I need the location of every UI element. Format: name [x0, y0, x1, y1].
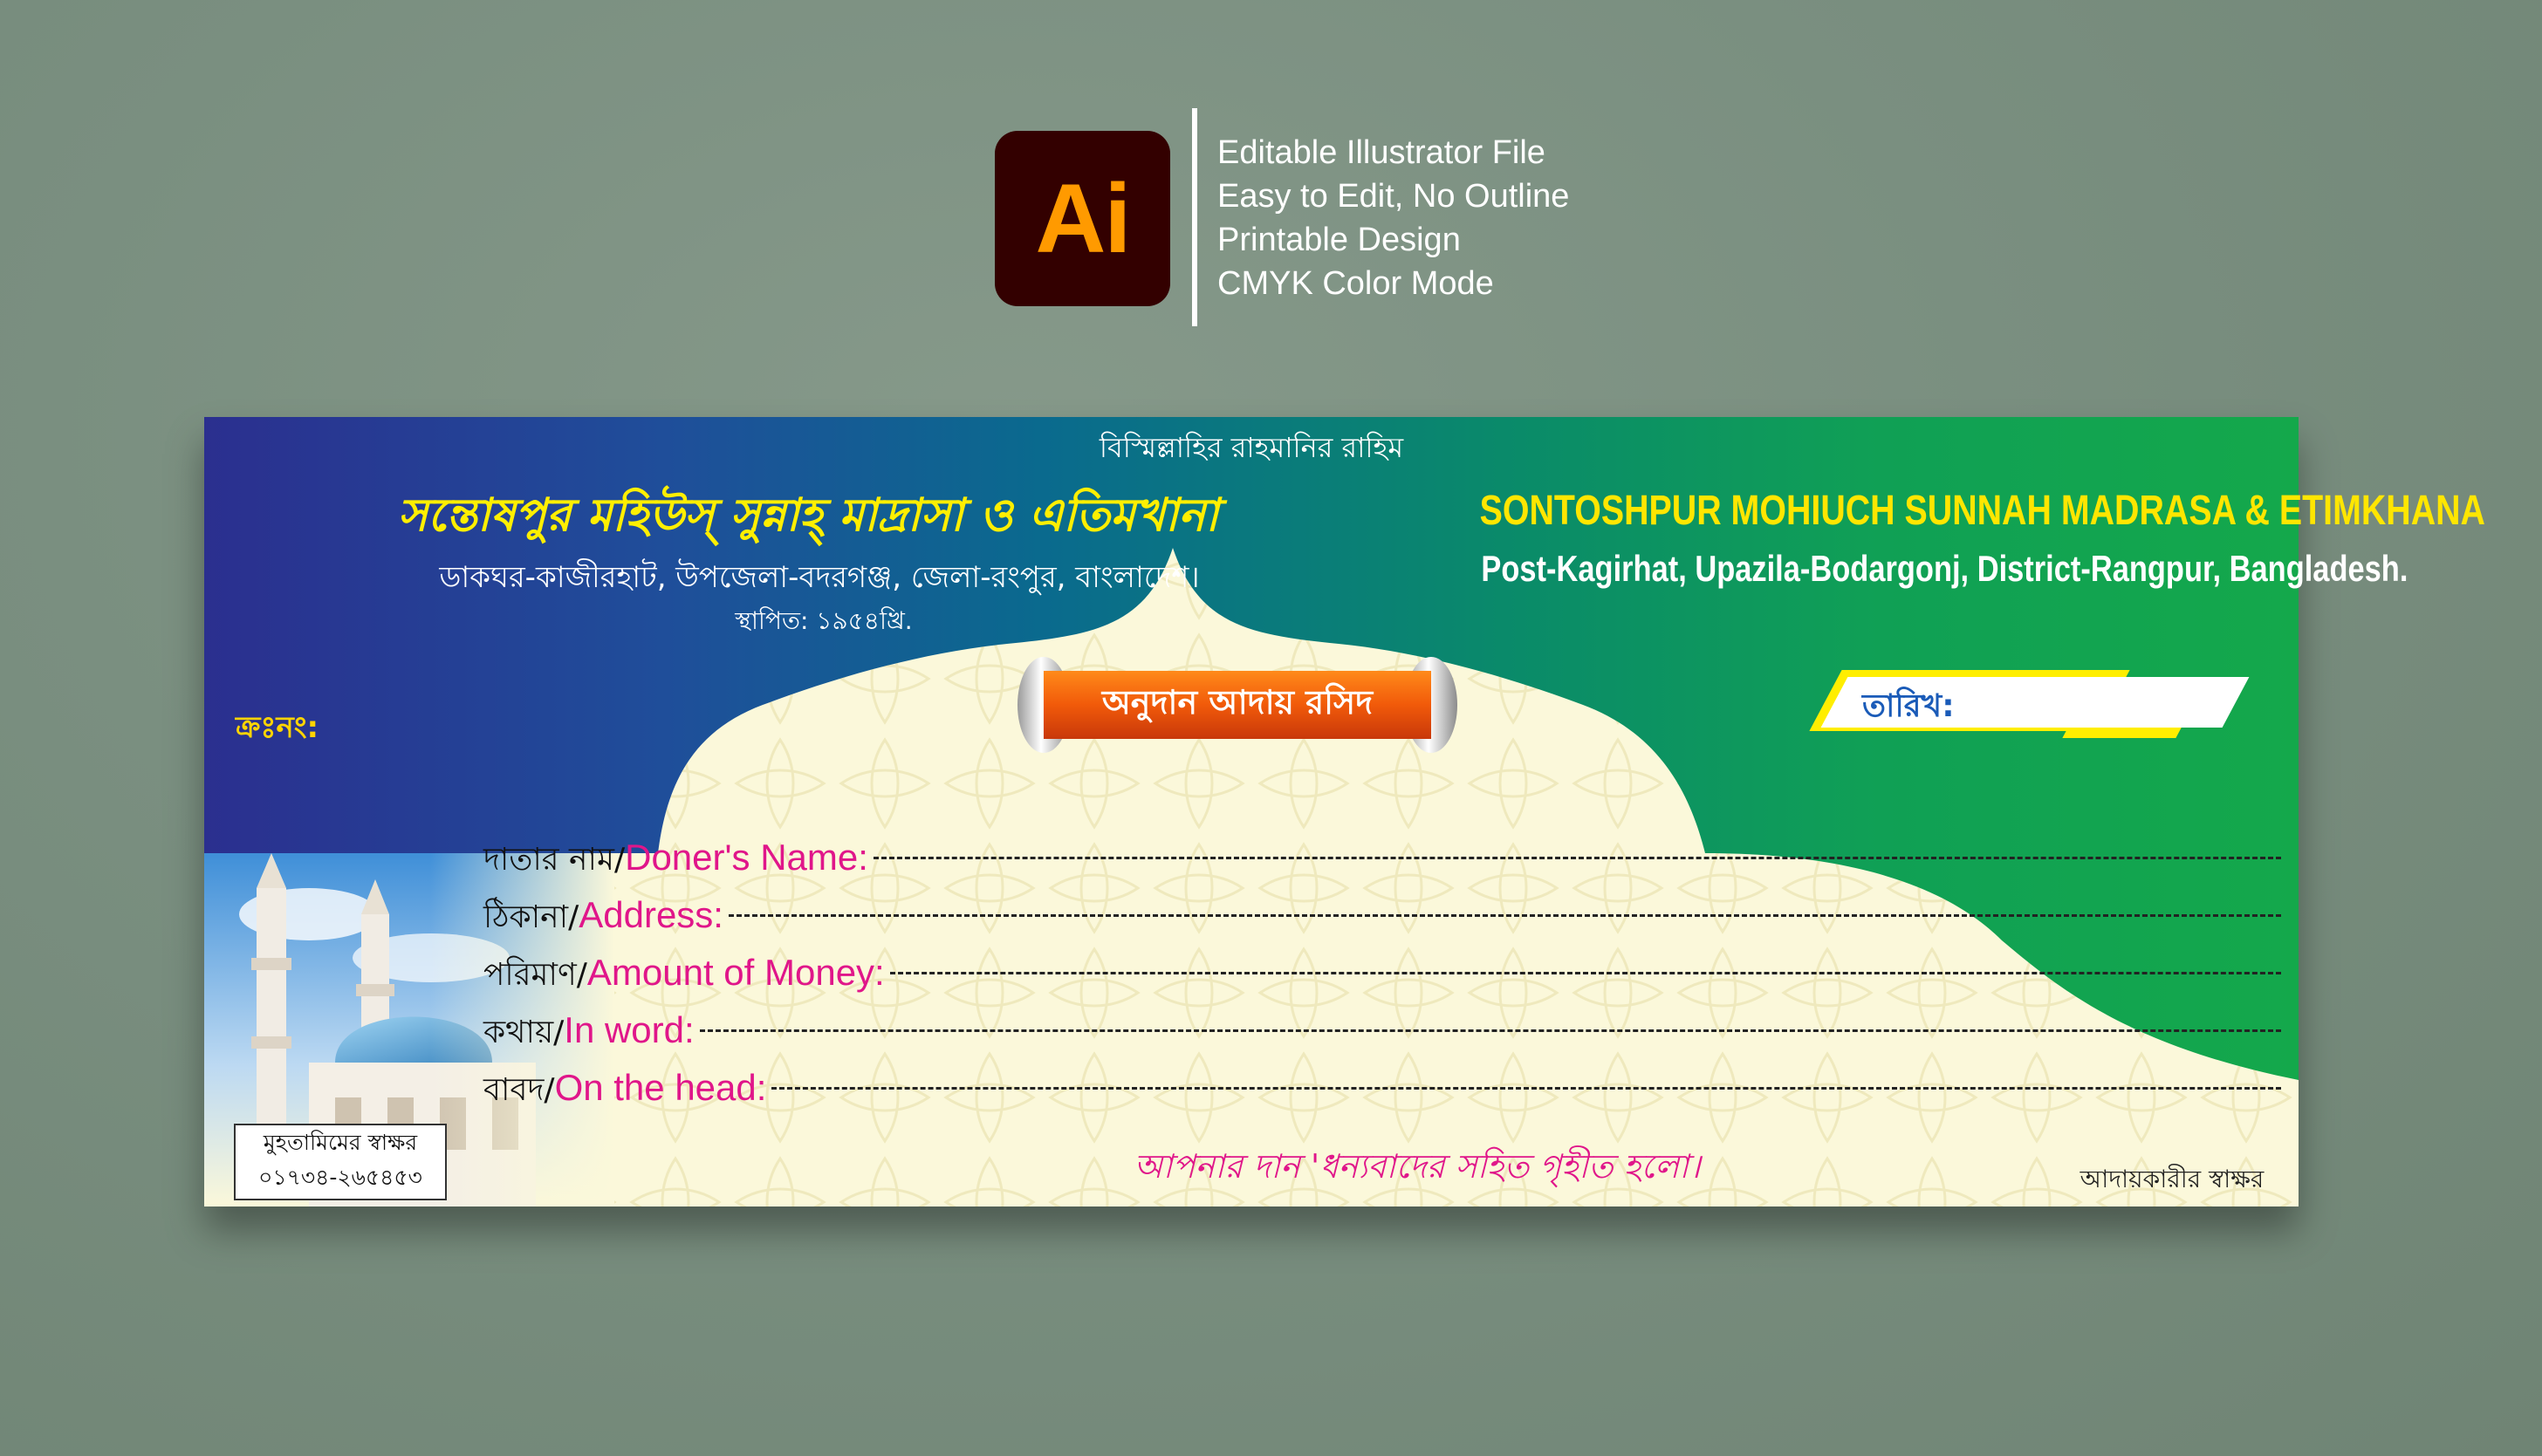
feature-item: Easy to Edit, No Outline — [1217, 178, 1570, 215]
institution-title-en: SONTOSHPUR MOHIUCH SUNNAH MADRASA & ETIMKHANA — [1479, 488, 2485, 534]
institution-address-bn: ডাকঘর-কাজীরহাট, উপজেলা-বদরগঞ্জ, জেলা-রংপুর, বাংলাদেশ। — [439, 560, 1200, 595]
established-text: স্থাপিত: ১৯৫৪খ্রি. — [735, 606, 913, 635]
date-label: তারিখ: — [1862, 688, 1955, 724]
field-label-bn: পরিমাণ/ — [483, 957, 587, 993]
field-label-bn: বাবদ/ — [483, 1072, 555, 1108]
field-label-bn: কথায়/ — [483, 1015, 565, 1050]
header-divider — [1192, 108, 1197, 326]
ribbon-band — [1044, 671, 1431, 739]
feature-item: Printable Design — [1217, 222, 1461, 258]
field-dotted-line — [700, 1029, 2281, 1032]
institution-address-en: Post-Kagirhat, Upazila-Bodargonj, District-Rangpur, Bangladesh. — [1481, 548, 2408, 589]
field-dotted-line — [890, 972, 2281, 974]
feature-item: Editable Illustrator File — [1217, 134, 1545, 171]
illustrator-logo — [995, 131, 1170, 306]
feature-list — [1217, 131, 1569, 305]
field-dotted-line — [729, 914, 2281, 917]
date-field — [1810, 670, 2246, 736]
receipt-fields — [483, 836, 2281, 1124]
institution-title-bn: সন্তোষপুর মহিউস্ সুন্নাহ্ মাদ্রাসা ও এতিমখানা — [397, 489, 1219, 542]
field-label-en: Doner's Name: — [625, 837, 868, 878]
field-label-en: Address: — [579, 894, 723, 935]
phone-number: ০১৭৩৪-২৬৫৪৫৩ — [258, 1165, 422, 1190]
muhtamim-sign-box — [234, 1124, 447, 1200]
collector-sign-label: আদায়কারীর স্বাক্ষর — [2080, 1165, 2265, 1193]
donor-name-field[interactable] — [483, 836, 2281, 893]
field-label-en: On the head: — [554, 1067, 767, 1108]
field-label-bn: ঠিকানা/ — [483, 899, 579, 935]
illustrator-logo-text: Ai — [1035, 164, 1130, 273]
receipt-card — [204, 417, 2485, 1206]
ribbon-label: অনুদান আদায় রসিদ — [1101, 683, 1374, 721]
serial-number-label: ক্রঃনং: — [236, 710, 319, 745]
field-dotted-line — [771, 1087, 2281, 1090]
address-field[interactable] — [483, 893, 2281, 951]
receipt-ribbon — [1014, 657, 1461, 753]
bismillah-text: বিস্মিল্লাহির রাহমানির রাহিম — [1099, 431, 1404, 464]
field-label-bn: দাতার নাম/ — [483, 842, 626, 878]
on-the-head-field[interactable] — [483, 1066, 2281, 1124]
field-label-en: Amount of Money: — [586, 952, 885, 993]
feature-item: CMYK Color Mode — [1217, 265, 1494, 302]
in-word-field[interactable] — [483, 1008, 2281, 1066]
field-dotted-line — [874, 857, 2281, 859]
muhtamim-sign-label: মুহতামিমের স্বাক্ষর — [263, 1130, 418, 1155]
amount-field[interactable] — [483, 951, 2281, 1008]
thanks-message: আপনার দান 'ধন্যবাদের সহিত গৃহীত হলো। — [1134, 1147, 1701, 1186]
field-label-en: In word: — [564, 1009, 695, 1050]
